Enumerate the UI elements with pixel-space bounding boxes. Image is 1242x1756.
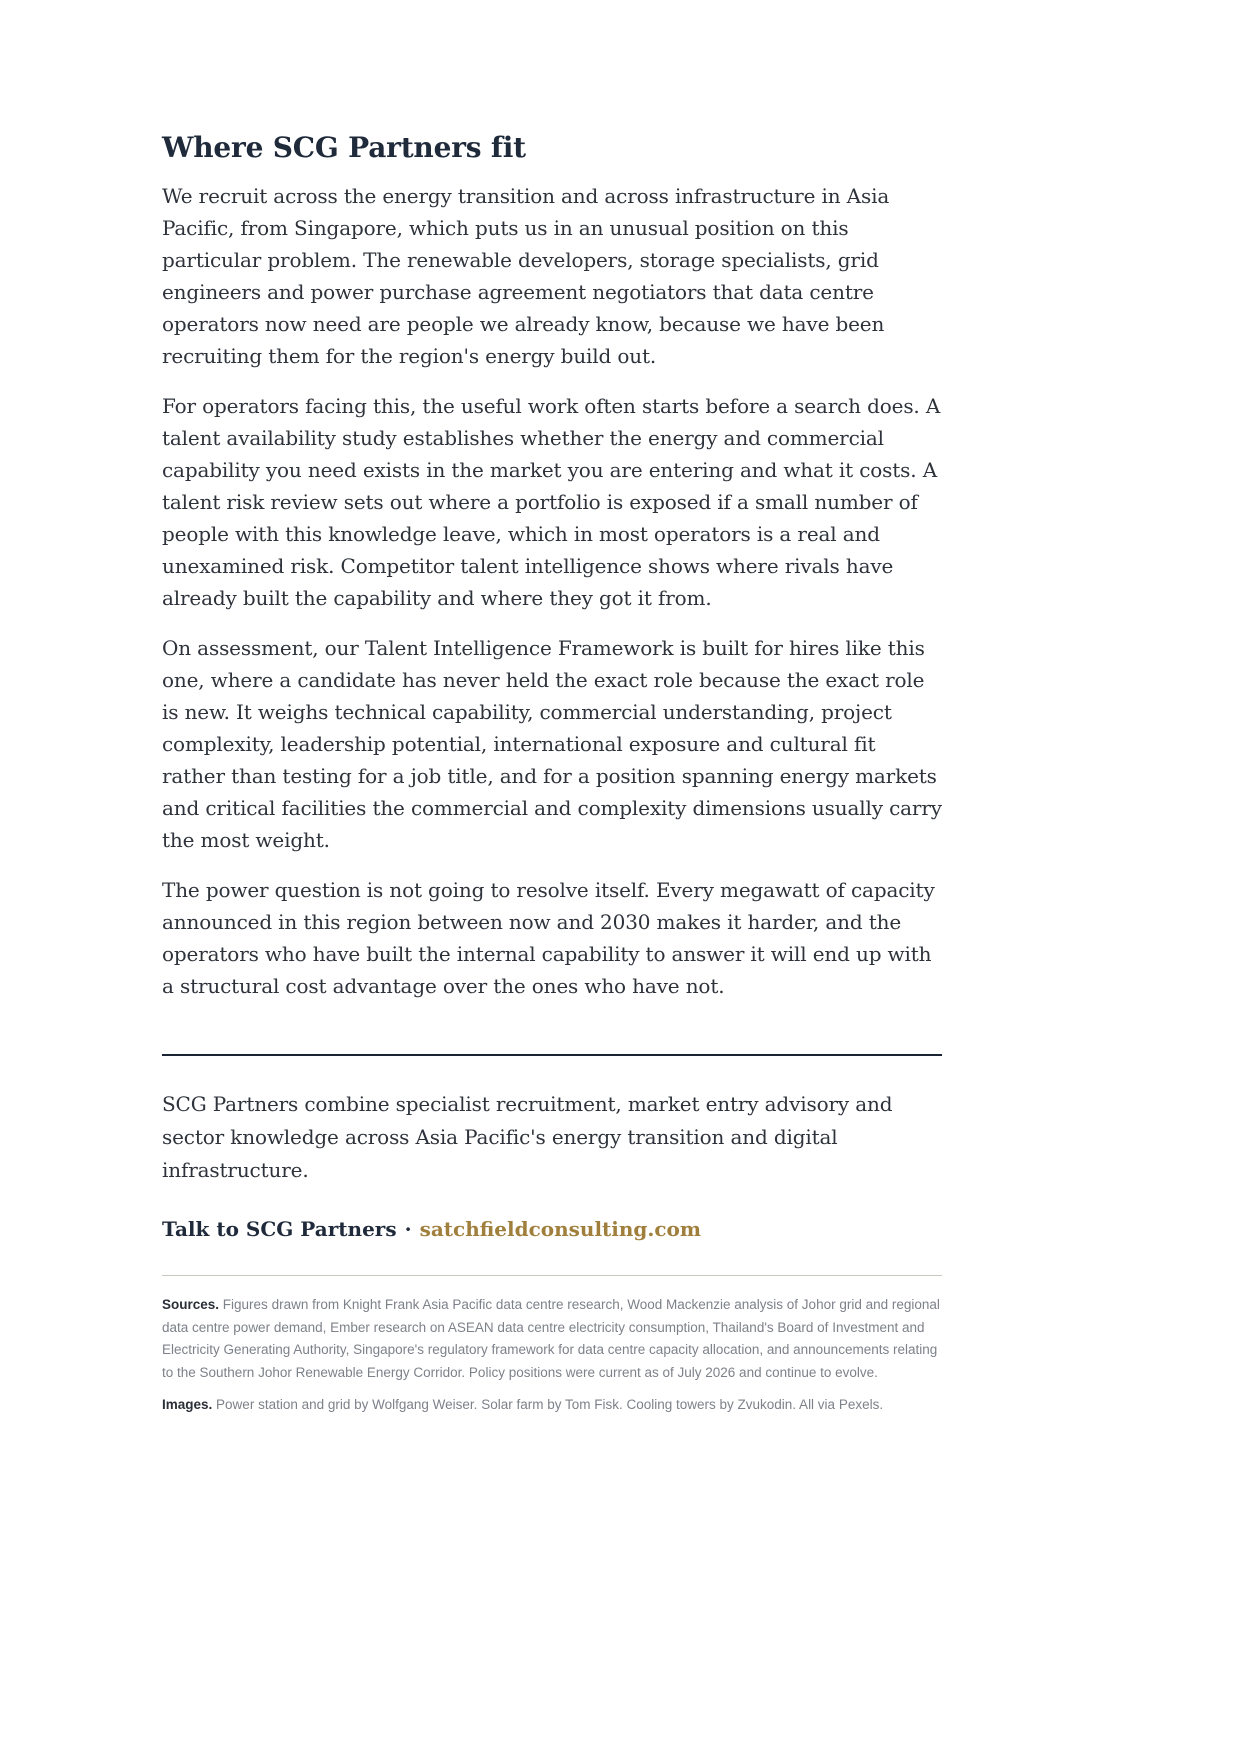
sources-text: Figures drawn from Knight Frank Asia Pacific data centre research, Wood Mackenzie analysis of Johor grid and regional data centre power demand, Ember research on ASEAN data centre electricity consumption, Thailand's Board of Investment and Electricity Generating Authority, Singapore's regulatory framework for data centre capacity allocation, and announcements relating to the Southern Johor Renewable Energy Corridor. Policy positions were current as of July 2026 and continue to evolve.	[162, 1297, 940, 1380]
body-paragraph-2: For operators facing this, the useful work often starts before a search does. A talent availability study establishes whether the energy and commercial capability you need exists in the market you are entering and what it costs. A talent risk review sets out where a portfolio is exposed if a small number of people with this knowledge leave, which in most operators is a real and unexamined risk. Competitor talent intelligence shows where rivals have already built the capability and where they got it from.	[162, 394, 941, 610]
call-to-action	[162, 1213, 942, 1245]
section-heading: Where SCG Partners fit	[162, 131, 526, 164]
cta-separator: ·	[404, 1217, 412, 1241]
sources-note	[162, 1294, 942, 1384]
section-divider	[162, 1054, 942, 1056]
images-label: Images.	[162, 1397, 213, 1412]
body-paragraph-1: We recruit across the energy transition and across infrastructure in Asia Pacific, from Singapore, which puts us in an unusual position on this particular problem. The renewable developers, storage specialists, grid engineers and power purchase agreement negotiators that data centre operators now need are people we already know, because we have been recruiting them for the region's energy build out.	[162, 184, 890, 368]
company-summary: SCG Partners combine specialist recruitment, market entry advisory and sector knowledge across Asia Pacific's energy transition and digital infrastructure.	[162, 1092, 893, 1182]
article-section	[162, 128, 942, 1427]
sources-label: Sources.	[162, 1297, 220, 1312]
images-text: Power station and grid by Wolfgang Weiser. Solar farm by Tom Fisk. Cooling towers by Zvukodin. All via Pexels.	[216, 1397, 884, 1412]
images-note	[162, 1394, 942, 1417]
website-link[interactable]: satchfieldconsulting.com	[419, 1217, 702, 1241]
footnote-divider	[162, 1275, 942, 1276]
cta-label: Talk to SCG Partners	[162, 1217, 397, 1241]
body-paragraph-3: On assessment, our Talent Intelligence Framework is built for hires like this one, where a candidate has never held the exact role because the exact role is new. It weighs technical capability, commercial understanding, project complexity, leadership potential, international exposure and cultural fit rather than testing for a job title, and for a position spanning energy markets and critical facilities the commercial and complexity dimensions usually carry the most weight.	[162, 636, 942, 852]
body-paragraph-4: The power question is not going to resolve itself. Every megawatt of capacity announced in this region between now and 2030 makes it harder, and the operators who have built the internal capability to answer it will end up with a structural cost advantage over the ones who have not.	[162, 878, 935, 998]
